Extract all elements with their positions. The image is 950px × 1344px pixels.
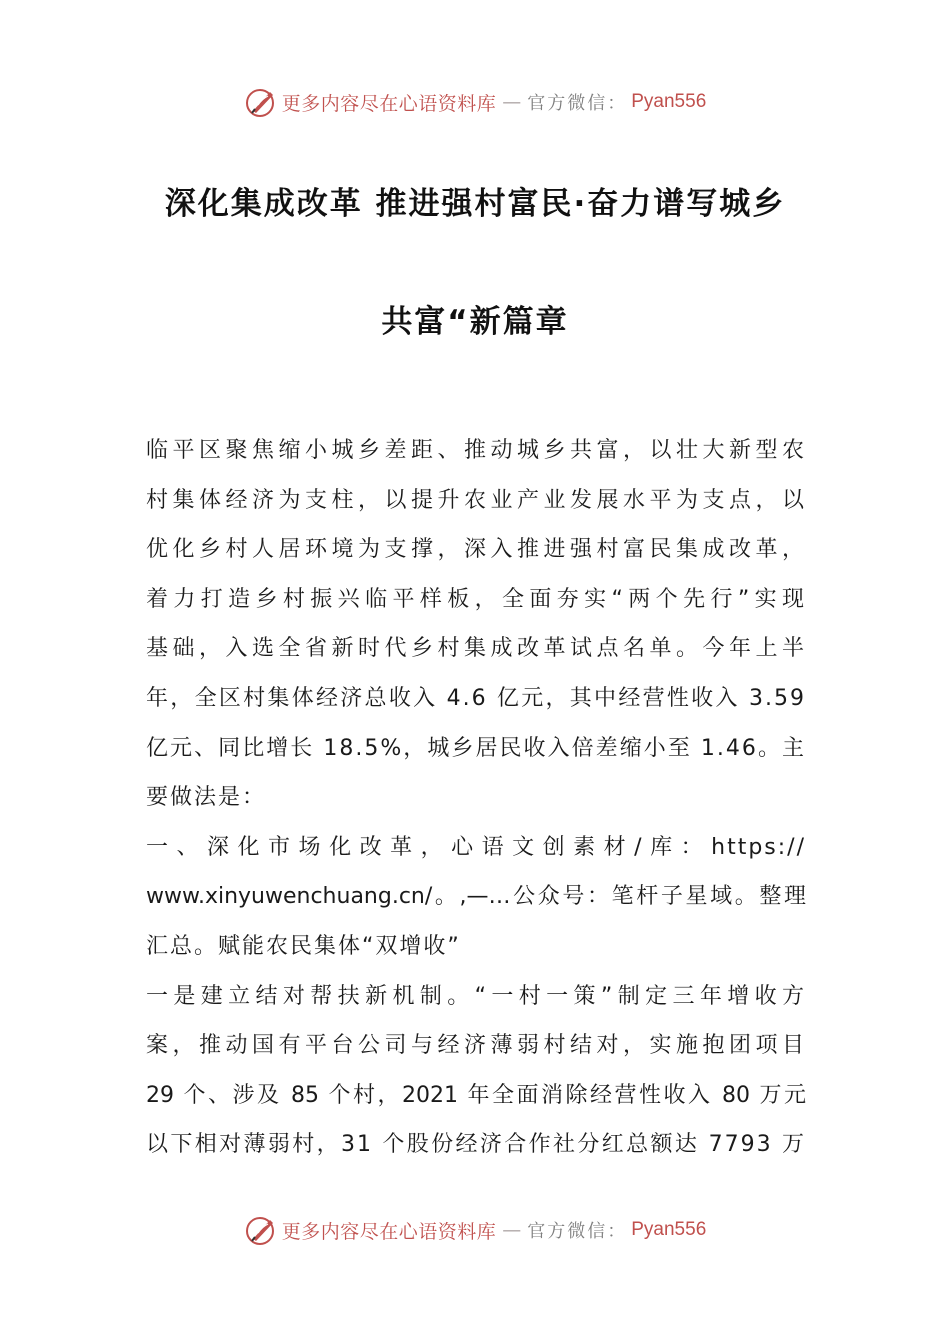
quill-logo-icon [244,1213,278,1247]
watermark-dash: — [502,91,522,113]
body-line: 基础，入选全省新时代乡村集成改革试点名单。今年上半 [146,636,806,662]
watermark-wechat-label: 官方微信： [527,1221,628,1242]
body-line: 要做法是： [146,785,267,811]
body-line: 一、深化市场化改革，心语文创素材/库：https:// [146,834,806,860]
body-line: 29 个、涉及 85 个村，2021 年全面消除经营性收入 80 万元 [146,1082,806,1108]
watermark-text: 更多内容尽在心语资料库 [281,92,497,115]
body-line: 年，全区村集体经济总收入 4.6 亿元，其中经营性收入 3.59 [146,685,806,711]
watermark-wechat-id: Pyan556 [631,1219,707,1240]
document-title-line-2: 共富“新篇章 [381,304,569,340]
body-line: www.xinyuwenchuang.cn/。,—…公众号：笔杆子星域。整理 [146,884,806,910]
header-watermark [0,82,950,122]
watermark-wechat-id: Pyan556 [631,91,707,112]
body-line: 村集体经济为支柱，以提升农业产业发展水平为支点，以 [146,487,806,513]
document-title-line-1: 深化集成改革 推进强村富民·奋力谱写城乡 [164,186,786,222]
body-line: 亿元、同比增长 18.5%，城乡居民收入倍差缩小至 1.46。主 [146,735,806,761]
body-line: 临平区聚焦缩小城乡差距、推动城乡共富，以壮大新型农 [146,438,806,463]
body-line: 汇总。赋能农民集体“双增收” [146,933,461,959]
quill-logo-icon [244,85,278,119]
watermark-text: 更多内容尽在心语资料库 [281,1220,497,1243]
body-line: 一是建立结对帮扶新机制。“一村一策”制定三年增收方 [146,983,806,1009]
body-line: 优化乡村人居环境为支撑，深入推进强村富民集成改革， [146,537,806,563]
document-body [146,426,806,1170]
watermark-dash: — [502,1219,522,1241]
body-line: 案，推动国有平台公司与经济薄弱村结对，实施抱团项目 [146,1033,806,1059]
watermark-wechat-label: 官方微信： [527,93,628,114]
body-line: 以下相对薄弱村，31 个股份经济合作社分红总额达 7793 万 [146,1132,806,1158]
body-line: 着力打造乡村振兴临平样板，全面夯实“两个先行”实现 [146,586,806,612]
footer-watermark [0,1210,950,1250]
